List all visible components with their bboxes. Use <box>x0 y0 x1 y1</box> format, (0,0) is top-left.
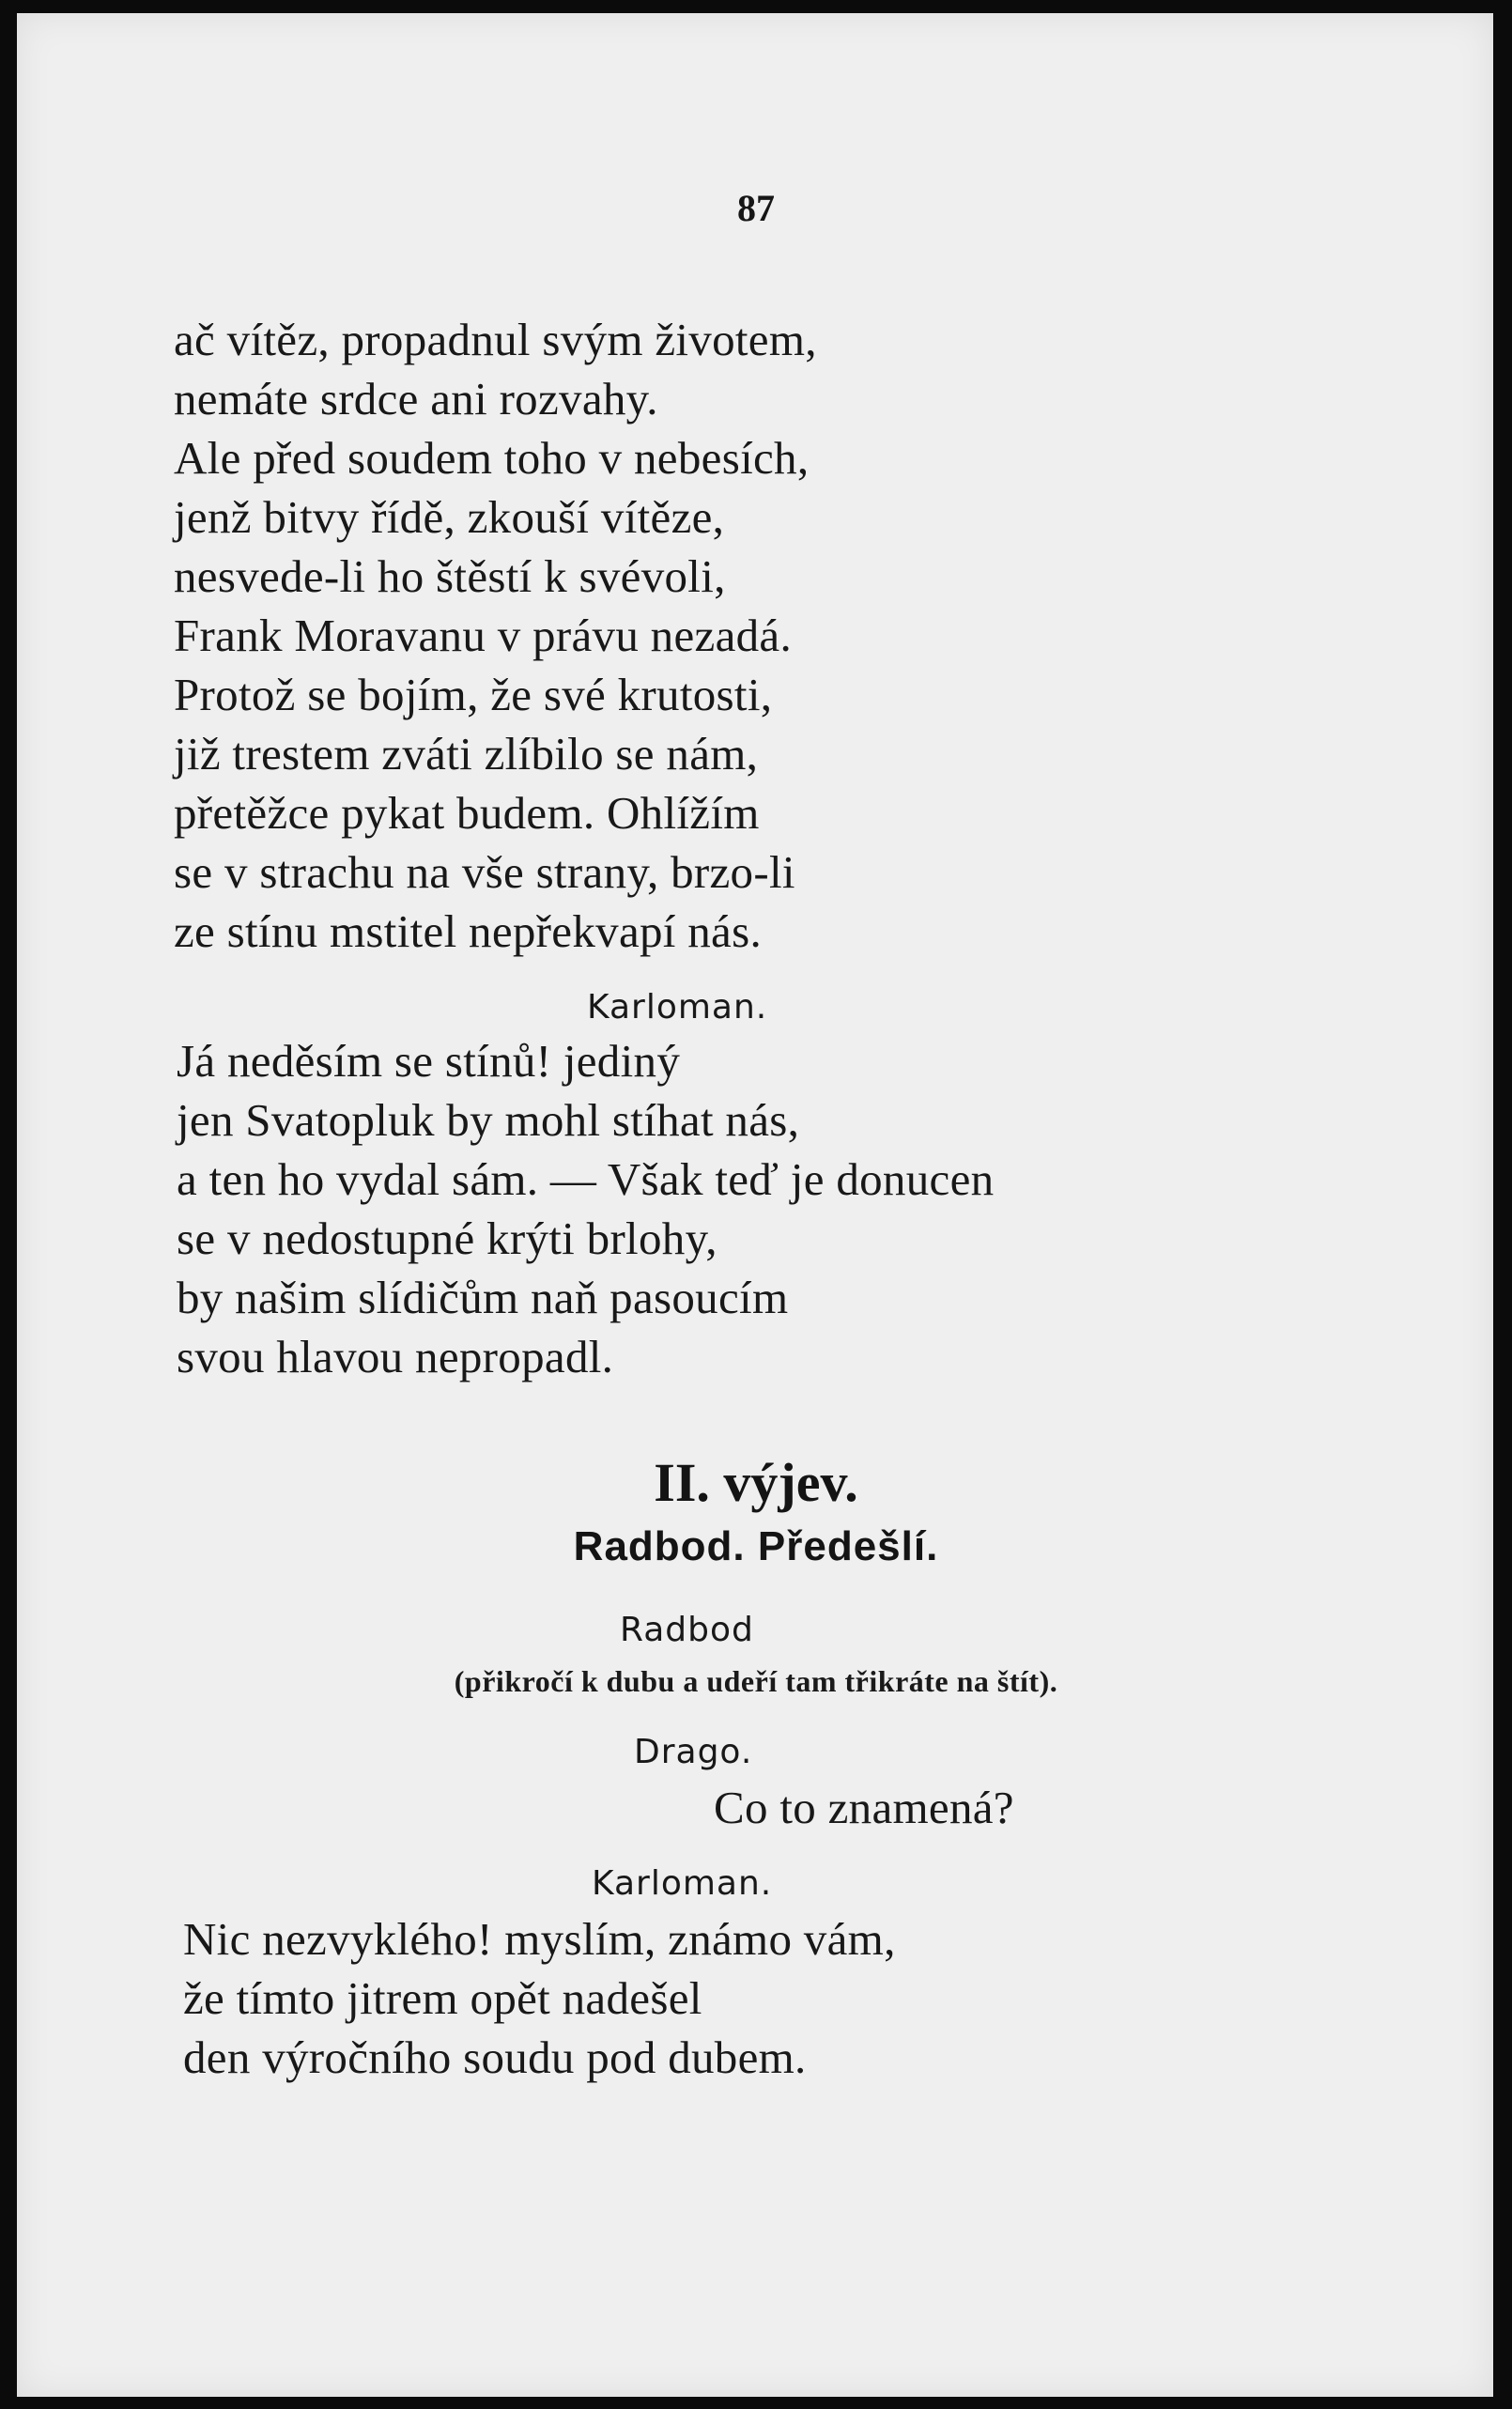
verse-line: nemáte srdce ani rozvahy. <box>174 373 658 425</box>
verse-line: Protož se bojím, že své krutosti, <box>174 669 773 720</box>
verse-line: Nic nezvyklého! myslím, známo vám, <box>183 1913 896 1965</box>
stage-direction: (přikročí k dubu a udeří tam třikráte na štít). <box>454 1664 1058 1698</box>
verse-line: přetěžce pykat budem. Ohlížím <box>174 787 760 839</box>
speaker-name: Drago. <box>634 1733 753 1771</box>
verse-line: se v strachu na vše strany, brzo-li <box>174 846 795 898</box>
verse-line: a ten ho vydal sám. — Však teď je donucen <box>177 1153 995 1205</box>
verse-line: se v nedostupné krýti brlohy, <box>177 1212 717 1264</box>
scene-cast: Radbod. Předešlí. <box>573 1523 939 1569</box>
speaker-name: Karloman. <box>592 1864 773 1903</box>
verse-line: nesvede-li ho štěstí k svévoli, <box>174 550 726 602</box>
verse-line: svou hlavou nepropadl. <box>177 1331 614 1382</box>
verse-line: Já neděsím se stínů! jediný <box>177 1035 681 1087</box>
verse-line: den výročního soudu pod dubem. <box>183 2031 807 2083</box>
verse-line: jenž bitvy řídě, zkouší vítěze, <box>174 491 725 543</box>
scene-title: II. výjev. <box>654 1452 858 1513</box>
verse-line: ač vítěz, propadnul svým životem, <box>174 314 817 365</box>
verse-line: ze stínu mstitel nepřekvapí nás. <box>174 905 763 957</box>
verse-line: již trestem zváti zlíbilo se nám, <box>174 728 759 780</box>
verse-line: by našim slídičům naň pasoucím <box>177 1272 789 1323</box>
speaker-name: Karloman. <box>587 988 768 1027</box>
verse-line: Co to znamená? <box>714 1782 1014 1833</box>
speaker-name: Radbod <box>620 1611 754 1649</box>
verse-line: Frank Moravanu v právu nezadá. <box>174 610 793 661</box>
verse-line: že tímto jitrem opět nadešel <box>183 1972 702 2024</box>
verse-line: jen Svatopluk by mohl stíhat nás, <box>177 1094 800 1146</box>
page-number: 87 <box>737 187 775 229</box>
verse-line: Ale před soudem toho v nebesích, <box>174 432 810 484</box>
